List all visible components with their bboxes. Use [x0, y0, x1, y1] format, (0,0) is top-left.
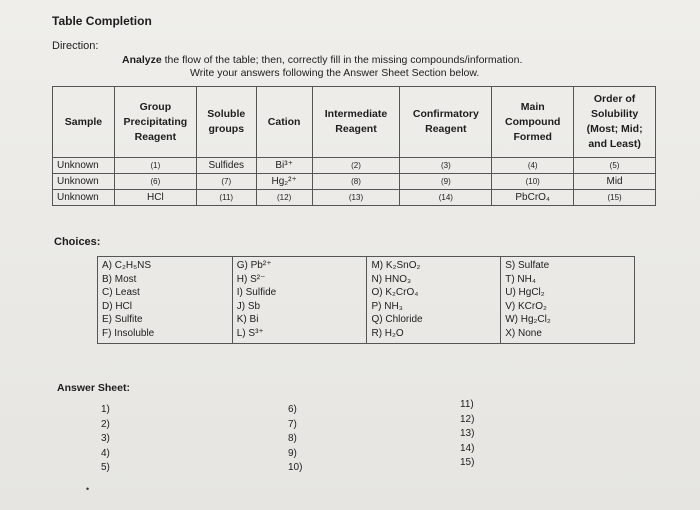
cell: (3)	[400, 158, 492, 174]
choice-item: H) S²⁻	[236, 273, 266, 285]
cell: Unknown	[53, 158, 115, 174]
choice-item: F) Insoluble	[102, 327, 155, 339]
cell: (7)	[196, 174, 256, 190]
header-intermediate-reagent: Intermediate Reagent	[312, 87, 400, 158]
cell: Unknown	[53, 174, 115, 190]
cell: Bi³⁺	[256, 158, 312, 174]
choice-item: J) Sb	[236, 300, 261, 312]
header-cation: Cation	[256, 87, 312, 158]
instruction-line-2: Write your answers following the Answer Sheet Section below.	[190, 67, 480, 79]
cell: (4)	[492, 158, 574, 174]
choice-item: O) K₂CrO₄	[371, 287, 419, 299]
choice-item: Q) Chloride	[371, 314, 423, 326]
answer-slot: 15)	[460, 457, 475, 469]
choice-item: I) Sulfide	[236, 287, 277, 299]
answer-slot: 5)	[101, 462, 110, 474]
answer-slot: 11)	[460, 399, 474, 410]
choice-item: R) H₂O	[371, 327, 404, 339]
table-header-row	[53, 87, 656, 158]
choices-column	[98, 257, 233, 344]
cell: Sulfides	[196, 158, 256, 174]
choice-item: E) Sulfite	[102, 314, 143, 326]
cell: (15)	[574, 190, 656, 206]
choice-item: N) HNO₃	[371, 273, 412, 285]
answer-slot: 6)	[288, 404, 297, 415]
answer-slot: 2)	[101, 418, 110, 430]
cursor-dot-icon: •	[86, 484, 90, 494]
choice-item: B) Most	[102, 273, 137, 285]
flow-table	[52, 86, 656, 206]
header-main-compound: Main Compound Formed	[492, 87, 574, 158]
header-confirmatory-reagent: Confirmatory Reagent	[400, 87, 492, 158]
answer-column-3	[460, 398, 474, 471]
choice-item: A) C₂H₅NS	[102, 260, 152, 271]
choice-item: S) Sulfate	[505, 260, 550, 271]
page-title: Table Completion	[52, 14, 152, 28]
cell: Hg₂²⁺	[256, 174, 312, 190]
cell: (13)	[312, 190, 400, 206]
choice-item: X) None	[505, 327, 542, 339]
cell: (14)	[400, 190, 492, 206]
cell: PbCrO₄	[492, 190, 574, 206]
table-row	[53, 190, 656, 206]
header-order-solubility: Order of Solubility (Most; Mid; and Least)	[574, 87, 656, 158]
choice-item: G) Pb²⁺	[236, 260, 272, 271]
cell: (9)	[400, 174, 492, 190]
choices-column	[501, 257, 635, 344]
cell: (1)	[114, 158, 196, 174]
cell: (11)	[196, 190, 256, 206]
choices-column	[367, 257, 501, 344]
header-sample: Sample	[53, 87, 115, 158]
answer-slot: 8)	[288, 433, 297, 445]
choice-item: U) HgCl₂	[505, 287, 545, 299]
instruction-rest: the flow of the table; then, correctly fill in the missing compounds/information.	[161, 54, 523, 66]
answer-slot: 7)	[288, 418, 297, 430]
cell: (8)	[312, 174, 400, 190]
choice-item: M) K₂SnO₂	[371, 260, 421, 271]
answer-slot: 1)	[101, 404, 110, 415]
table-row	[53, 158, 656, 174]
choice-item: C) Least	[102, 287, 140, 299]
answer-slot: 13)	[460, 428, 475, 440]
answer-slot: 3)	[101, 433, 110, 445]
answer-slot: 12)	[460, 413, 475, 425]
answer-sheet-label: Answer Sheet:	[57, 382, 130, 394]
choice-item: V) KCrO₂	[505, 300, 547, 312]
cell: Mid	[574, 174, 656, 190]
choices-column	[232, 257, 367, 344]
choices-row	[98, 257, 635, 344]
answer-slot: 4)	[101, 447, 110, 459]
table-row	[53, 174, 656, 190]
header-soluble-groups: Soluble groups	[196, 87, 256, 158]
direction-label: Direction:	[52, 40, 99, 52]
choice-item: W) Hg₂Cl₂	[505, 314, 551, 326]
answer-slot: 9)	[288, 447, 297, 459]
answer-column-2	[288, 403, 302, 476]
cell: HCl	[114, 190, 196, 206]
choice-item: D) HCl	[102, 300, 132, 312]
choice-item: T) NH₄	[505, 273, 536, 285]
header-group-reagent: Group Precipitating Reagent	[114, 87, 196, 158]
cell: (10)	[492, 174, 574, 190]
cell: (5)	[574, 158, 656, 174]
cell: (2)	[312, 158, 400, 174]
choice-item: P) NH₃	[371, 300, 403, 312]
choice-item: L) S³⁺	[236, 327, 264, 339]
cell: (12)	[256, 190, 312, 206]
choices-table	[97, 256, 635, 344]
choices-label: Choices:	[54, 236, 101, 248]
answer-column-1	[101, 403, 110, 476]
instruction-line-1	[122, 54, 522, 66]
instruction-bold: Analyze	[122, 54, 162, 66]
cell: (6)	[114, 174, 196, 190]
cell: Unknown	[53, 190, 115, 206]
answer-slot: 14)	[460, 442, 475, 454]
choice-item: K) Bi	[236, 314, 259, 326]
answer-slot: 10)	[288, 462, 303, 474]
